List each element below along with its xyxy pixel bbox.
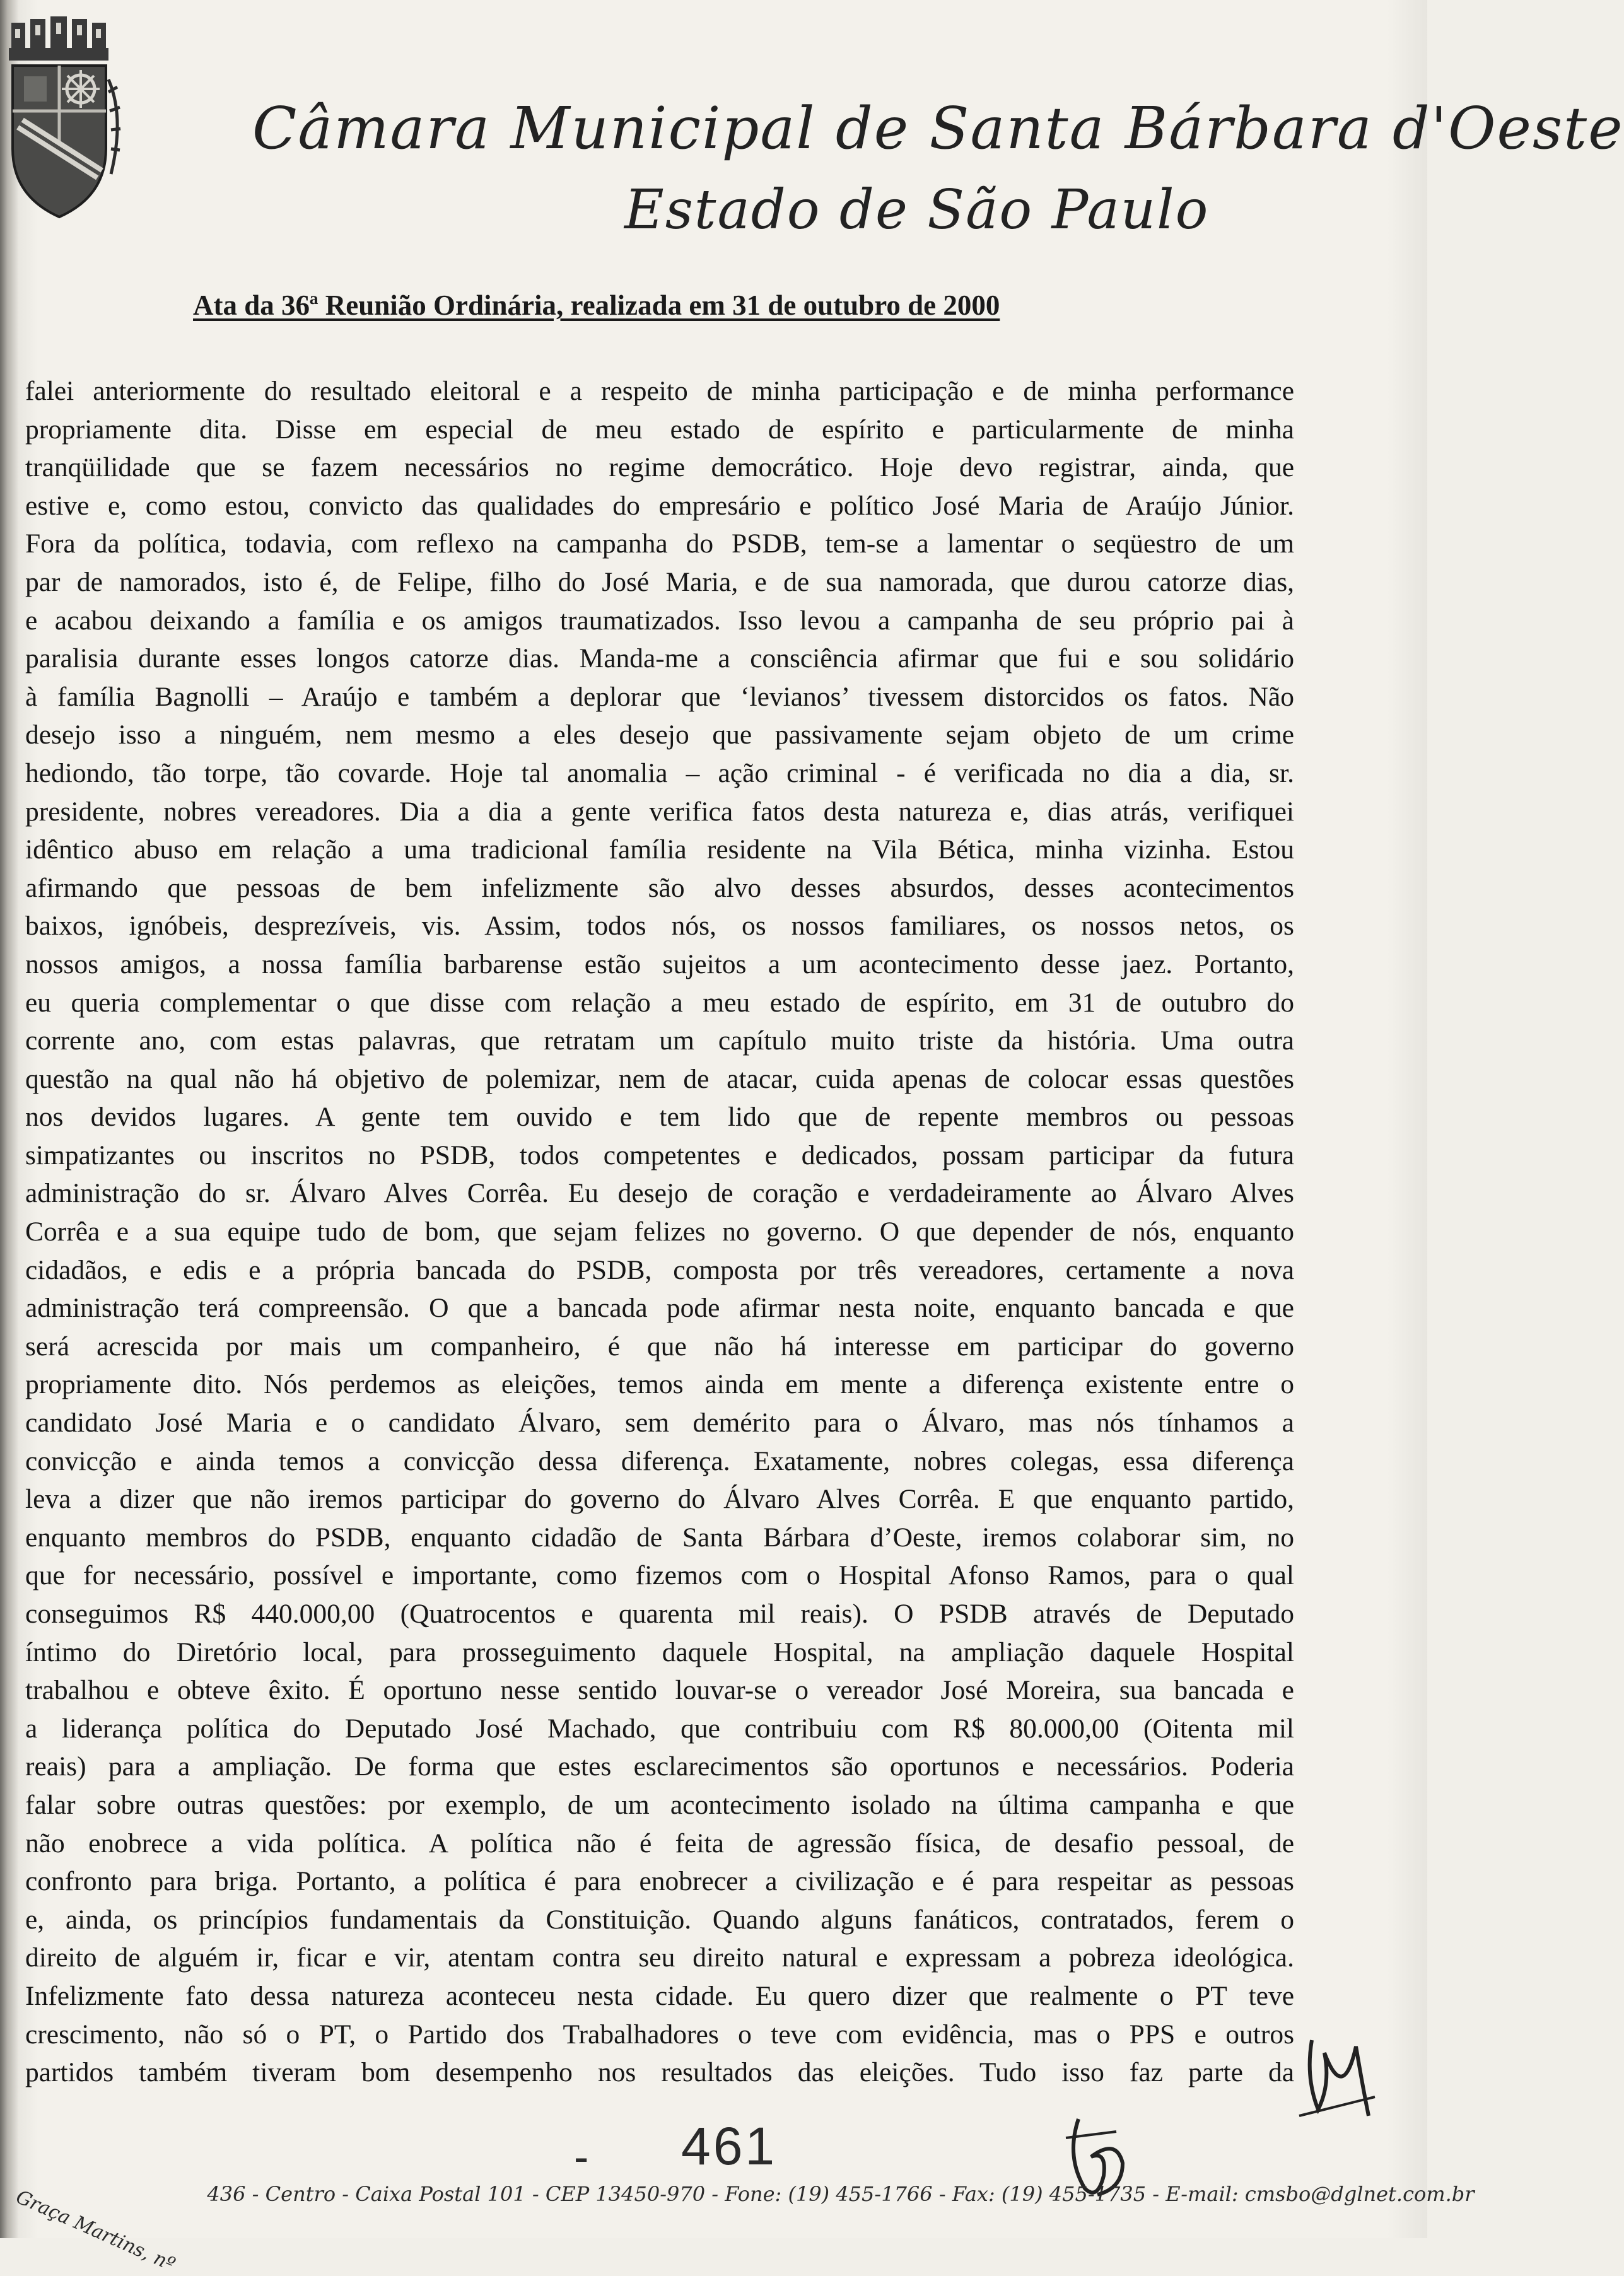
document-body — [25, 372, 1294, 2092]
body-line: par de namorados, isto é, de Felipe, filho do José Maria, e de sua namorada, que durou catorze dias, — [25, 566, 1294, 597]
body-line: conseguimos R$ 440.000,00 (Quatrocentos e quarenta mil reais). O PSDB através de Deputado — [25, 1599, 1294, 1629]
body-line: desejo isso a ninguém, nem mesmo a eles desejo que passivamente sejam objeto de um crime — [25, 720, 1294, 750]
body-line: que for necessário, possível e importante, como fizemos com o Hospital Afonso Ramos, para o qual — [25, 1560, 1294, 1591]
body-line: íntimo do Diretório local, para prosseguimento daquele Hospital, na ampliação daquele Hospital — [25, 1637, 1294, 1667]
footer-address — [13, 2182, 1475, 2276]
institution-title: Câmara Municipal de Santa Bárbara d'Oeste — [252, 95, 1624, 162]
state-subtitle: Estado de São Paulo — [624, 178, 1210, 242]
body-line: trabalhou e obteve êxito. É oportuno nesse sentido louvar-se o vereador José Moreira, sua bancada e — [25, 1675, 1294, 1706]
body-line: paralisia durante esses longos catorze dias. Manda-me a consciência afirmar que fui e sou solidário — [25, 643, 1294, 674]
body-line: e, ainda, os princípios fundamentais da Constituição. Quando alguns fanáticos, contratados, ferem o — [25, 1904, 1294, 1935]
page-number: 461 — [681, 2116, 778, 2176]
body-line: confronto para briga. Portanto, a política é para enobrecer a civilização e é para respeitar as pessoas — [25, 1866, 1294, 1897]
body-line: partidos também tiveram bom desempenho nos resultados das eleições. Tudo isso faz parte da — [25, 2057, 1294, 2088]
footer-contact: 436 - Centro - Caixa Postal 101 - CEP 13450-970 - Fone: (19) 455-1766 - Fax: (19) 455-1735 - E-mail: cmsbo@dglnet.com.br — [207, 2182, 1475, 2206]
footer-street: Graça Martins, nº — [13, 2186, 178, 2276]
body-line: eu queria complementar o que disse com relação a meu estado de espírito, em 31 de outubro do — [25, 987, 1294, 1018]
body-line: tranqüilidade que se fazem necessários no regime democrático. Hoje devo registrar, ainda, que — [25, 452, 1294, 483]
body-line: Infelizmente fato dessa natureza aconteceu nesta cidade. Eu quero dizer que realmente o PT teve — [25, 1980, 1294, 2011]
body-line: não enobrece a vida política. A política não é feita de agressão física, de desafio pessoal, de — [25, 1828, 1294, 1859]
body-line: propriamente dita. Disse em especial de meu estado de espírito e particularmente de minha — [25, 414, 1294, 445]
body-line: a liderança política do Deputado José Machado, que contribuiu com R$ 80.000,00 (Oitenta mil — [25, 1713, 1294, 1744]
body-line: será acrescida por mais um companheiro, é que não há interesse em participar do governo — [25, 1331, 1294, 1362]
body-line: Corrêa e a sua equipe tudo de bom, que sejam felizes no governo. O que depender de nós, enquanto — [25, 1217, 1294, 1247]
body-line: direito de alguém ir, ficar e vir, atentam contra seu direito natural e expressam a pobreza ideológica. — [25, 1942, 1294, 1973]
body-line: presidente, nobres vereadores. Dia a dia a gente verifica fatos desta natureza e, dias atrás, verifiquei — [25, 796, 1294, 827]
document-title: Ata da 36ª Reunião Ordinária, realizada em 31 de outubro de 2000 — [193, 289, 1000, 321]
coat-of-arms-icon — [5, 16, 114, 225]
body-line: reais) para a ampliação. De forma que estes esclarecimentos são oportunos e necessários. Poderia — [25, 1751, 1294, 1782]
signature-mark — [1287, 2028, 1381, 2122]
body-line: candidato José Maria e o candidato Álvaro, sem demérito para o Álvaro, mas nós tínhamos a — [25, 1408, 1294, 1439]
body-line: cidadãos, e edis e a própria bancada do PSDB, composta por três vereadores, certamente a nova — [25, 1254, 1294, 1285]
body-line: hediondo, tão torpe, tão covarde. Hoje tal anomalia – ação criminal - é verificada no dia a dia, sr. — [25, 757, 1294, 788]
body-line: à família Bagnolli – Araújo e também a deplorar que ‘levianos’ tivessem distorcidos os fatos. Não — [25, 681, 1294, 712]
body-line: Fora da política, todavia, com reflexo na campanha do PSDB, tem-se a lamentar o seqüestro de um — [25, 528, 1294, 559]
body-line: leva a dizer que não iremos participar do governo do Álvaro Alves Corrêa. E que enquanto partido, — [25, 1484, 1294, 1515]
page-number-dash: - — [574, 2132, 589, 2181]
body-line: administração terá compreensão. O que a bancada pode afirmar nesta noite, enquanto bancada e que — [25, 1293, 1294, 1324]
body-line: nos devidos lugares. A gente tem ouvido e tem lido que de repente membros ou pessoas — [25, 1102, 1294, 1133]
body-line: convicção e ainda temos a convicção dessa diferença. Exatamente, nobres colegas, essa diferença — [25, 1445, 1294, 1476]
body-line: crescimento, não só o PT, o Partido dos Trabalhadores o teve com evidência, mas o PPS e outros — [25, 2019, 1294, 2050]
body-line: propriamente dito. Nós perdemos as eleições, temos ainda em mente a diferença existente entre o — [25, 1369, 1294, 1400]
body-line: enquanto membros do PSDB, enquanto cidadão de Santa Bárbara d’Oeste, iremos colaborar sim, no — [25, 1522, 1294, 1553]
body-line: e acabou deixando a família e os amigos traumatizados. Isso levou a campanha de seu próprio pai à — [25, 605, 1294, 636]
body-line: idêntico abuso em relação a uma tradicional família residente na Vila Bética, minha vizinha. Estou — [25, 834, 1294, 865]
body-line: corrente ano, com estas palavras, que retratam um capítulo muito triste da história. Uma outra — [25, 1025, 1294, 1056]
body-line: administração do sr. Álvaro Alves Corrêa. Eu desejo de coração e verdadeiramente ao Álvaro Alves — [25, 1178, 1294, 1209]
body-line: simpatizantes ou inscritos no PSDB, todos competentes e dedicados, possam participar da futura — [25, 1140, 1294, 1170]
body-line: questão na qual não há objetivo de polemizar, nem de atacar, cuida apenas de colocar essas questões — [25, 1063, 1294, 1094]
body-line: nossos amigos, a nossa família barbarense estão sujeitos a um acontecimento desse jaez. Portanto, — [25, 948, 1294, 979]
body-line: falar sobre outras questões: por exemplo, de um acontecimento isolado na última campanha e que — [25, 1789, 1294, 1820]
body-line: falei anteriormente do resultado eleitoral e a respeito de minha participação e de minha performance — [25, 376, 1294, 406]
body-line: afirmando que pessoas de bem infelizmente são alvo desses absurdos, desses acontecimentos — [25, 872, 1294, 903]
body-line: estive e, como estou, convicto das qualidades do empresário e político José Maria de Araújo Júnior. — [25, 490, 1294, 521]
body-line: baixos, ignóbeis, desprezíveis, vis. Assim, todos nós, os nossos familiares, os nossos netos, os — [25, 911, 1294, 942]
